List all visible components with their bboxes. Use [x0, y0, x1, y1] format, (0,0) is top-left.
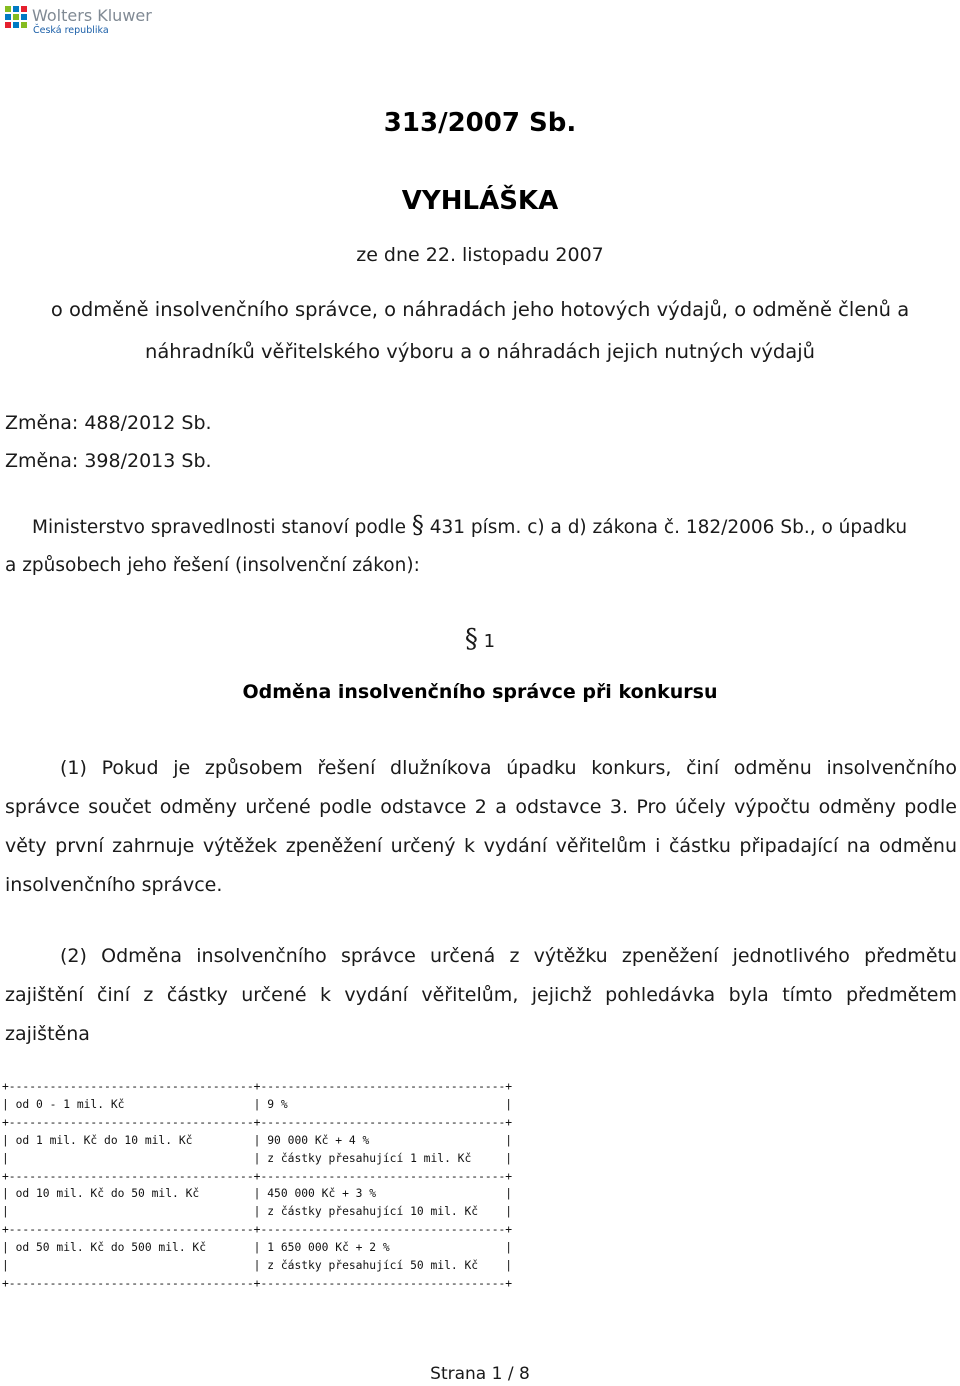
paragraph-line: věty první zahrnuje výtěžek zpeněžení určený k vydání věřitelům i částku připadající na odměnu — [5, 835, 957, 857]
paragraph-line: správce součet odměny určené podle odstavce 2 a odstavce 3. Pro účely výpočtu odměny podle — [5, 796, 957, 818]
logo-subtitle: Česká republika — [33, 25, 109, 36]
paragraph-line: insolvenčního správce. — [5, 874, 223, 896]
paragraph-line: (1) Pokud je způsobem řešení dlužníkova úpadku konkurs, činí odměnu insolvenčního — [60, 757, 957, 779]
document-subject — [0, 289, 960, 373]
document-date: ze dne 22. listopadu 2007 — [356, 244, 604, 266]
document-number: 313/2007 Sb. — [383, 108, 577, 138]
fee-table — [2, 1078, 512, 1293]
preamble-text: 431 písm. c) a d) zákona č. 182/2006 Sb., o úpadku — [423, 517, 908, 538]
section-number — [0, 624, 960, 654]
document-type: VYHLÁŠKA — [401, 186, 559, 216]
wolters-kluwer-logo-icon — [4, 5, 28, 29]
preamble-line — [5, 506, 957, 547]
preamble-text: Ministerstvo spravedlnosti stanoví podle — [32, 517, 412, 538]
logo-name: Wolters Kluwer — [32, 6, 152, 25]
paragraph-2 — [5, 937, 957, 1054]
section-sign-symbol: § — [411, 511, 424, 539]
paragraph-line: (2) Odměna insolvenčního správce určená z výtěžku zpeněžení jednotlivého předmětu — [60, 945, 957, 967]
publisher-logo — [4, 4, 152, 36]
paragraph-line: zajištěna — [5, 1023, 90, 1045]
preamble-line: a způsobech jeho řešení (insolvenční zákon): — [5, 555, 420, 576]
section-title: Odměna insolvenčního správce při konkursu — [242, 681, 718, 703]
amendment-note: Změna: 398/2013 Sb. — [5, 450, 212, 472]
subject-line: náhradníků věřitelského výboru a o náhradách jejich nutných výdajů — [144, 340, 816, 363]
paragraph-1 — [5, 749, 957, 905]
preamble — [5, 506, 957, 585]
paragraph-line: zajištění činí z částky určené k vydání věřitelům, jejichž pohledávka byla tímto předmětem — [5, 984, 957, 1006]
subject-line: o odměně insolvenčního správce, o náhradách jeho hotových výdajů, o odměně členů a — [50, 298, 910, 321]
page-footer: Strana 1 / 8 — [430, 1364, 530, 1384]
section-sign-symbol: § — [464, 624, 478, 654]
fee-table-body: +------------------------------------+------------------------------------+ | od 0 - 1 mil. Kč | 9 % | +------------------------------------+------------------------------------+ | od 1 mil. Kč do 10 mil. Kč | 90 000 Kč + 4 % | | | z částky přesahující 1 mil. Kč | +------------------------------------+------------------------------------+ | od 10 mil. Kč do 50 mil. Kč | 450 000 Kč + 3 % | | | z částky přesahující 10 mil. Kč | +------------------------------------+------------------------------------+ | od 50 mil. Kč do 500 mil. Kč | 1 650 000 Kč + 2 % | | | z částky přesahující 50 mil. Kč | +------------------------------------+------------------------------------+ — [2, 1080, 513, 1290]
section-number-value: 1 — [483, 631, 496, 652]
amendment-note: Změna: 488/2012 Sb. — [5, 412, 212, 434]
